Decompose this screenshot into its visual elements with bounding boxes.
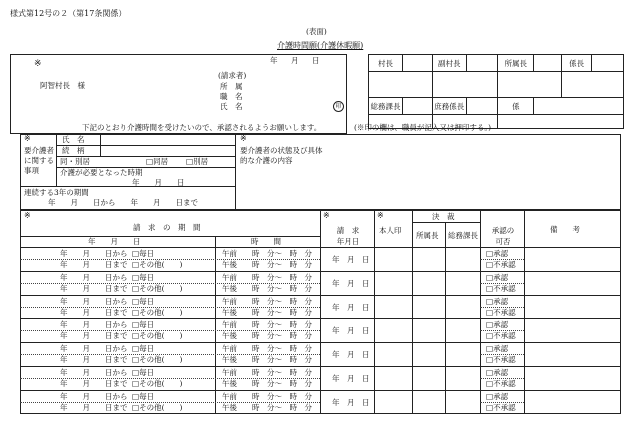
row-not-approved-checkbox[interactable]: □不承認	[486, 379, 516, 388]
row-approved-checkbox[interactable]: □承認	[486, 320, 509, 330]
applicant-box	[10, 54, 347, 134]
row-daily-checkbox[interactable]: □毎日	[132, 296, 155, 306]
approver-cell[interactable]	[432, 72, 498, 98]
row-pm-time[interactable]: 午後 時 分～ 時 分	[222, 355, 312, 365]
approver-label-staff: 係	[498, 98, 534, 115]
row-not-approved-checkbox[interactable]: □不承認	[486, 355, 516, 365]
approver-cell[interactable]	[402, 98, 432, 115]
row-to-date[interactable]: 年 月 日まで	[60, 260, 128, 269]
care-name-label: 氏 名	[62, 135, 85, 144]
row-pm-time[interactable]: 午後 時 分～ 時 分	[222, 379, 312, 388]
applicant-name-label: 氏 名	[220, 102, 243, 111]
form-number: 様式第12号の２（第17条関係）	[10, 9, 127, 18]
cohabit-yes-checkbox[interactable]: □同居	[146, 157, 169, 166]
approver-cell[interactable]	[592, 55, 624, 72]
row-request-date[interactable]: 年 月 日	[332, 397, 370, 407]
date-header: 年 月 日	[88, 237, 141, 246]
row-from-date[interactable]: 年 月 日から	[60, 391, 128, 401]
row-from-date[interactable]: 年 月 日から	[60, 344, 128, 354]
approver-cell[interactable]	[466, 98, 498, 115]
row-am-time[interactable]: 午前 時 分～ 時 分	[222, 344, 312, 354]
row-pm-time[interactable]: 午後 時 分～ 時 分	[222, 331, 312, 341]
row-approved-checkbox[interactable]: □承認	[486, 272, 509, 282]
approver-cell[interactable]	[534, 55, 562, 72]
row-not-approved-checkbox[interactable]: □不承認	[486, 260, 516, 269]
row-from-date[interactable]: 年 月 日から	[60, 249, 128, 258]
condition-label: 要介護者の状態及び具体的な介護の内容	[240, 146, 323, 165]
applicant-dept-label: 所 属	[220, 82, 243, 91]
remarks-header: 備 考	[550, 225, 580, 234]
row-other-checkbox[interactable]: □その他( )	[132, 355, 183, 365]
row-pm-time[interactable]: 午後 時 分～ 時 分	[222, 307, 312, 317]
dept-head-header: 所属長	[416, 231, 439, 240]
row-to-date[interactable]: 年 月 日まで	[60, 283, 128, 293]
row-other-checkbox[interactable]: □その他( )	[132, 260, 183, 269]
request-text: 下記のとおり介護時間を受けたいので、承認されるようお願いします。	[82, 123, 322, 132]
applicant-heading: (請求者)	[218, 71, 247, 80]
row-approved-checkbox[interactable]: □承認	[486, 296, 509, 306]
row-daily-checkbox[interactable]: □毎日	[132, 344, 155, 354]
row-to-date[interactable]: 年 月 日まで	[60, 355, 128, 365]
row-daily-checkbox[interactable]: □毎日	[132, 391, 155, 401]
note: (※印の欄は、職員が記入又は押印する。)	[354, 123, 492, 132]
care-cohabit-label: 同・別居	[60, 157, 90, 166]
row-request-date[interactable]: 年 月 日	[332, 326, 370, 336]
approver-cell[interactable]	[402, 55, 432, 72]
row-to-date[interactable]: 年 月 日まで	[60, 379, 128, 388]
star-mark: ※	[323, 211, 330, 220]
row-pm-time[interactable]: 午後 時 分～ 時 分	[222, 283, 312, 293]
approver-cell[interactable]	[562, 72, 624, 98]
row-am-time[interactable]: 午前 時 分～ 時 分	[222, 368, 312, 377]
row-from-date[interactable]: 年 月 日から	[60, 296, 128, 306]
decision-header: 決 裁	[432, 212, 455, 221]
row-other-checkbox[interactable]: □その他( )	[132, 331, 183, 341]
row-am-time[interactable]: 午前 時 分～ 時 分	[222, 249, 312, 258]
page-title: 介護時間願(介護休暇願)	[277, 41, 364, 50]
row-not-approved-checkbox[interactable]: □不承認	[486, 402, 516, 412]
seal-icon: 印	[333, 101, 344, 112]
approver-cell[interactable]	[369, 72, 433, 98]
row-to-date[interactable]: 年 月 日まで	[60, 307, 128, 317]
approver-cell[interactable]	[534, 98, 624, 115]
row-not-approved-checkbox[interactable]: □不承認	[486, 331, 516, 341]
row-approved-checkbox[interactable]: □承認	[486, 249, 509, 258]
row-request-date[interactable]: 年 月 日	[332, 255, 370, 264]
period-header: 請 求 の 期 間	[133, 223, 201, 232]
row-request-date[interactable]: 年 月 日	[332, 302, 370, 312]
row-daily-checkbox[interactable]: □毎日	[132, 368, 155, 377]
approver-label-mayor: 村長	[369, 55, 403, 72]
row-from-date[interactable]: 年 月 日から	[60, 272, 128, 282]
row-other-checkbox[interactable]: □その他( )	[132, 402, 183, 412]
care-period-label: 介護が必要となった時期	[60, 168, 143, 177]
approver-cell[interactable]	[466, 55, 498, 72]
row-not-approved-checkbox[interactable]: □不承認	[486, 307, 516, 317]
star-mark: ※	[24, 134, 31, 143]
star-mark: ※	[34, 59, 42, 69]
applicant-position-label: 職 名	[220, 92, 243, 101]
row-am-time[interactable]: 午前 時 分～ 時 分	[222, 272, 312, 282]
consecutive-label: 連続する3年の期間	[24, 188, 89, 197]
row-divider	[20, 366, 621, 367]
cohabit-no-checkbox[interactable]: □別居	[186, 157, 209, 166]
approver-cell[interactable]	[498, 115, 624, 129]
care-period-date[interactable]: 年 月 日	[132, 178, 185, 187]
care-relation-label: 続 柄	[62, 146, 85, 155]
row-to-date[interactable]: 年 月 日まで	[60, 331, 128, 341]
approver-label-dept: 所属長	[498, 55, 534, 72]
approver-label-section: 係長	[562, 55, 592, 72]
approver-label-general: 総務課長	[369, 98, 403, 115]
seal-mark	[333, 101, 344, 112]
row-daily-checkbox[interactable]: □毎日	[132, 249, 155, 258]
addressee: 阿智村長 様	[40, 81, 85, 90]
row-approved-checkbox[interactable]: □承認	[486, 391, 509, 401]
row-other-checkbox[interactable]: □その他( )	[132, 283, 183, 293]
row-daily-checkbox[interactable]: □毎日	[132, 272, 155, 282]
row-from-date[interactable]: 年 月 日から	[60, 320, 128, 330]
row-from-date[interactable]: 年 月 日から	[60, 368, 128, 377]
row-other-checkbox[interactable]: □その他( )	[132, 379, 183, 388]
row-divider	[20, 271, 621, 272]
date-field[interactable]: 年 月 日	[270, 56, 323, 65]
row-pm-time[interactable]: 午後 時 分～ 時 分	[222, 402, 312, 412]
row-divider	[20, 390, 621, 391]
row-am-time[interactable]: 午前 時 分～ 時 分	[222, 296, 312, 306]
time-header: 時 間	[251, 237, 281, 246]
approver-cell[interactable]	[498, 72, 562, 98]
consecutive-range[interactable]: 年 月 日から 年 月 日まで	[48, 198, 198, 207]
star-mark: ※	[240, 134, 247, 143]
applicant-seal-header: 本人印	[379, 226, 402, 235]
star-mark: ※	[24, 211, 31, 220]
row-am-time[interactable]: 午前 時 分～ 時 分	[222, 320, 312, 330]
star-mark: ※	[377, 211, 384, 220]
row-request-date[interactable]: 年 月 日	[332, 278, 370, 288]
approver-table	[368, 54, 624, 129]
row-other-checkbox[interactable]: □その他( )	[132, 307, 183, 317]
request-date-header: 請 求 年月日	[336, 226, 360, 246]
row-request-date[interactable]: 年 月 日	[332, 374, 370, 383]
row-to-date[interactable]: 年 月 日まで	[60, 402, 128, 412]
approver-label-vice: 副村長	[432, 55, 466, 72]
approver-label-affairs: 庶務係長	[432, 98, 466, 115]
row-not-approved-checkbox[interactable]: □不承認	[486, 283, 516, 293]
approval-header: 承認の 可否	[491, 226, 515, 246]
row-request-date[interactable]: 年 月 日	[332, 350, 370, 360]
form-side: (表面)	[306, 27, 327, 36]
row-am-time[interactable]: 午前 時 分～ 時 分	[222, 391, 312, 401]
row-approved-checkbox[interactable]: □承認	[486, 344, 509, 354]
row-approved-checkbox[interactable]: □承認	[486, 368, 509, 377]
row-pm-time[interactable]: 午後 時 分～ 時 分	[222, 260, 312, 269]
row-daily-checkbox[interactable]: □毎日	[132, 320, 155, 330]
general-head-header: 総務課長	[448, 231, 478, 240]
row-divider	[20, 295, 621, 296]
care-section-label: 要介護者に関する事項	[24, 146, 54, 175]
